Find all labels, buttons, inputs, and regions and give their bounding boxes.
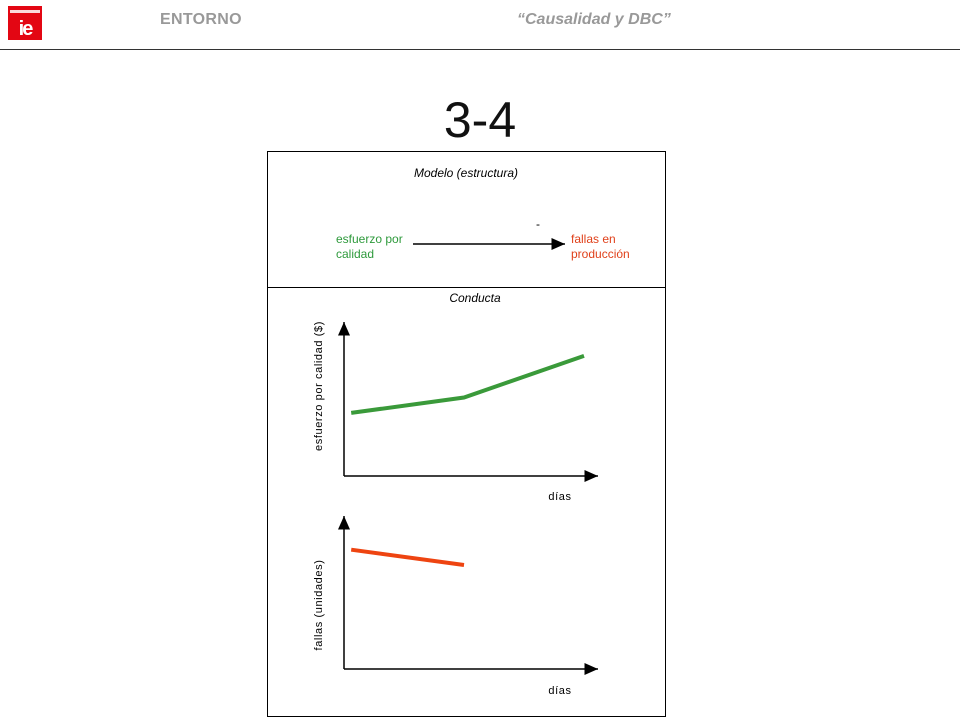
- effort-chart-x-label: días: [548, 491, 572, 503]
- effect-label-line2: producción: [571, 247, 630, 261]
- slide-number: 3-4: [443, 92, 517, 148]
- failures-chart: [313, 516, 598, 697]
- effort-chart-y-label: esfuerzo por calidad ($): [313, 321, 325, 451]
- behavior-title: Conducta: [449, 291, 501, 305]
- failures-chart-y-label: fallas (unidades): [313, 559, 325, 651]
- link-polarity: -: [536, 217, 540, 231]
- failures-chart-x-label: días: [548, 685, 572, 697]
- effort-series-line: [351, 356, 584, 413]
- effort-chart: [313, 321, 598, 503]
- section-title: ENTORNO: [160, 11, 242, 28]
- failures-series-line: [351, 550, 464, 565]
- cause-label-line2: calidad: [336, 247, 375, 261]
- effect-label-line1: fallas en: [571, 232, 616, 246]
- logo-text: ie: [18, 18, 32, 40]
- cause-label-line1: esfuerzo por: [336, 232, 403, 246]
- subject-title: “Causalidad y DBC”: [517, 11, 671, 28]
- model-title: Modelo (estructura): [413, 166, 519, 180]
